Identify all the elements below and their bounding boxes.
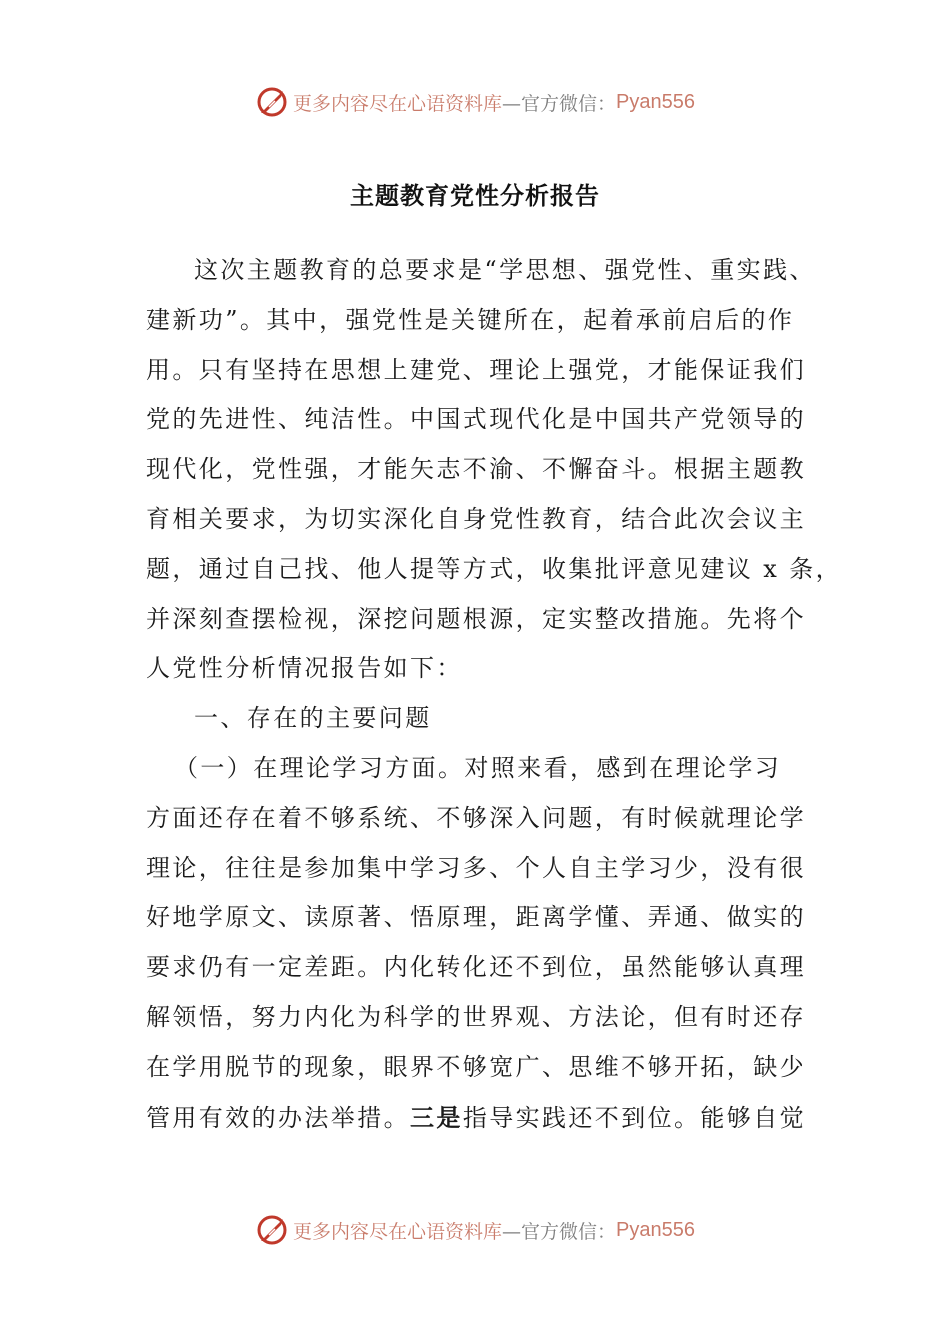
document-title: 主题教育党性分析报告: [350, 181, 600, 210]
banner-brand-text: 更多内容尽在心语资料库: [293, 92, 503, 115]
body-line: 方面还存在着不够系统、不够深入问题，有时候就理论学: [146, 803, 806, 832]
pen-seal-logo-icon: [255, 85, 289, 119]
banner-official-text: —官方微信：: [502, 1220, 617, 1243]
body-line: 解领悟，努力内化为科学的世界观、方法论，但有时还存: [146, 1002, 806, 1031]
pen-seal-logo-icon: [255, 1213, 289, 1247]
document-body: [146, 246, 842, 1142]
body-line-last: [146, 1093, 806, 1143]
body-line: 现代化，党性强，才能矢志不渝、不懈奋斗。根据主题教: [146, 455, 806, 484]
body-line: 并深刻查摆检视，深挖问题根源，定实整改措施。先将个: [146, 604, 806, 633]
body-line: 理论，往往是参加集中学习多、个人自主学习少，没有很: [146, 853, 806, 882]
banner-wechat-id: Pyan556: [616, 90, 695, 113]
body-line: 育相关要求，为切实深化自身党性教育，结合此次会议主: [146, 504, 806, 533]
body-line: 好地学原文、读原著、悟原理，距离学懂、弄通、做实的: [146, 903, 806, 932]
banner-brand-text: 更多内容尽在心语资料库: [293, 1220, 503, 1243]
body-line-rest: 指导实践还不到位。能够自觉: [462, 1103, 807, 1132]
body-bold-text: 三是: [410, 1102, 463, 1132]
body-line: 人党性分析情况报告如下：: [146, 654, 463, 683]
banner-official-text: —官方微信：: [502, 92, 617, 115]
body-line: 建新功”。其中，强党性是关键所在，起着承前启后的作: [146, 305, 795, 334]
banner-wechat-id: Pyan556: [616, 1218, 695, 1241]
body-line: 要求仍有一定差距。内化转化还不到位，虽然能够认真理: [146, 953, 806, 982]
body-line: 这次主题教育的总要求是“学思想、强党性、重实践、: [194, 256, 816, 284]
footer-banner: [0, 1210, 950, 1250]
body-line: 党的先进性、纯洁性。中国式现代化是中国共产党领导的: [146, 405, 806, 434]
section-heading: 一、存在的主要问题: [194, 704, 432, 733]
body-line: 用。只有坚持在思想上建党、理论上强党，才能保证我们: [146, 355, 806, 384]
header-banner: [0, 82, 950, 122]
subsection-heading: （一）在理论学习方面。对照来看，感到在理论学习: [174, 753, 782, 782]
body-line: 题，通过自己找、他人提等方式，收集批评意见建议 x 条，: [146, 554, 842, 583]
body-line: 在学用脱节的现象，眼界不够宽广、思维不够开拓，缺少: [146, 1052, 806, 1081]
body-line-text: 管用有效的办法举措。: [146, 1103, 410, 1132]
